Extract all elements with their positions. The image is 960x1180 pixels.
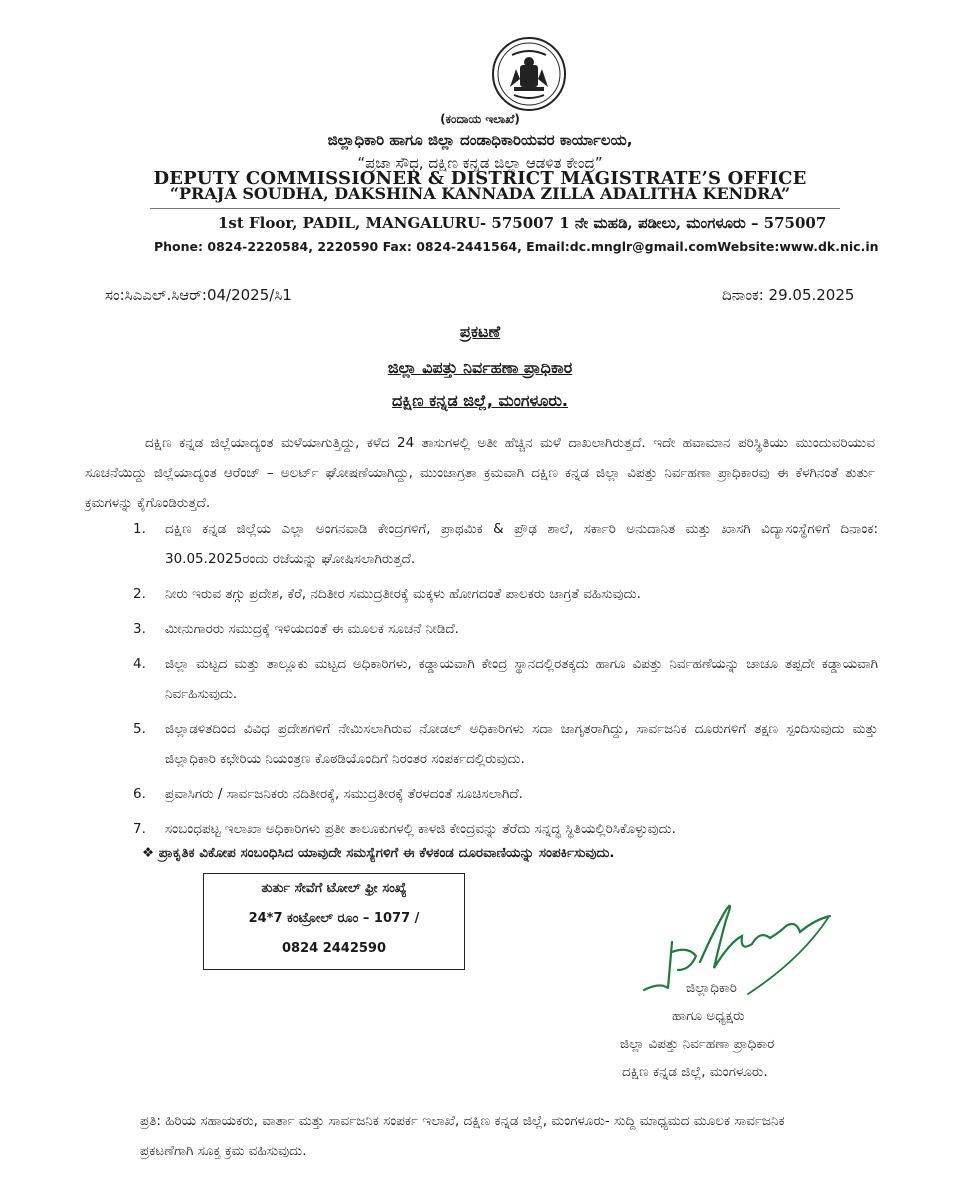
item-number: 5.: [133, 721, 146, 737]
copy-to-paragraph: ಪ್ರತಿ: ಹಿರಿಯ ಸಹಾಯಕರು, ವಾರ್ತಾ ಮತ್ತು ಸಾರ್ವಜನಿಕ ಸಂಪರ್ಕ ಇಲಾಖೆ, ದಕ್ಷಿಣ ಕನ್ನಡ ಜಿಲ್ಲೆ, ಮಂಗಳೂರು- ಸುದ್ದಿ ಮಾಧ್ಯಮದ ಮೂಲಕ ಸಾರ್ವಜನಿಕ ಪ್ರಕಟಣೆಗಾಗಿ ಸೂಕ್ತ ಕ್ರಮ ವಹಿಸುವುದು.: [140, 1113, 785, 1159]
helpline-title: ತುರ್ತು ಸೇವೆಗೆ ಟೋಲ್ ಫ್ರೀ ಸಂಖ್ಯೆ: [261, 881, 407, 896]
item-text: ಮೀನುಗಾರರು ಸಮುದ್ರಕ್ಕೆ ಇಳಿಯದಂತೆ ಈ ಮೂಲಕ ಸೂಚನೆ ನೀಡಿದೆ.: [165, 621, 459, 637]
district-heading: ದಕ್ಷಿಣ ಕನ್ನಡ ಜಿಲ್ಲೆ, ಮಂಗಳೂರು.: [391, 391, 569, 410]
contact-details: Phone: 0824-2220584, 2220590 Fax: 0824-2441564, Email:dc.mnglr@gmail.comWebsite:www.dk.nic.in: [154, 239, 879, 254]
office-name-english: DEPUTY COMMISSIONER & DISTRICT MAGISTRATE’S OFFICE: [153, 168, 807, 189]
item-text: ದಕ್ಷಿಣ ಕನ್ನಡ ಜಿಲ್ಲೆಯ ಎಲ್ಲಾ ಅಂಗನವಾಡಿ ಕೇಂದ್ರಗಳಿಗೆ, ಪ್ರಾಥಮಿಕ & ಪ್ರೌಢ ಶಾಲೆ, ಸರ್ಕಾರಿ ಅನುದಾನಿತ ಮತ್ತು ಖಾಸಗಿ ವಿದ್ಯಾಸಂಸ್ಥೆಗಳಿಗೆ ದಿನಾಂಕ: 30.05.2025ರಂದು ರಜೆಯನ್ನು ಘೋಷಿಸಲಾಗಿರುತ್ತದೆ.: [165, 521, 878, 567]
intro-paragraph: ದಕ್ಷಿಣ ಕನ್ನಡ ಜಿಲ್ಲೆಯಾದ್ಯಂತ ಮಳೆಯಾಗುತ್ತಿದ್ದು, ಕಳೆದ 24 ತಾಸುಗಳಲ್ಲಿ ಅತೀ ಹೆಚ್ಚಿನ ಮಳೆ ದಾಖಲಾಗಿರುತ್ತದೆ. ಇದೇ ಹವಾಮಾನ ಪರಿಸ್ಥಿತಿಯು ಮುಂದುವರಿಯುವ ಸೂಚನೆಯಿದ್ದು ಜಿಲ್ಲೆಯಾದ್ಯಂತ ಆರೆಂಜ್ – ಅಲರ್ಟ್ ಘೋಷಣೆಯಾಗಿದ್ದು, ಮುಂಜಾಗ್ರತಾ ಕ್ರಮವಾಗಿ ದಕ್ಷಿಣ ಕನ್ನಡ ಜಿಲ್ಲಾ ವಿಪತ್ತು ನಿರ್ವಹಣಾ ಪ್ರಾಧಿಕಾರವು ಈ ಕೆಳಗಿನಂತೆ ತುರ್ತು ಕ್ರಮಗಳನ್ನು ಕೈಗೊಂಡಿರುತ್ತದೆ.: [85, 435, 875, 511]
item-text: ಪ್ರವಾಸಿಗರು / ಸಾರ್ವಜನಿಕರು ನದಿತೀರಕ್ಕೆ, ಸಮುದ್ರತೀರಕ್ಕೆ ತೆರಳದಂತೆ ಸೂಚಿಸಲಾಗಿದೆ.: [165, 786, 523, 802]
list-item: [133, 614, 878, 644]
signatory-role: ಹಾಗೂ ಅಧ್ಯಕ್ಷರು: [672, 1008, 745, 1024]
office-location-english: “PRAJA SOUDHA, DAKSHINA KANNADA ZILLA ADALITHA KENDRA”: [169, 184, 791, 203]
item-text: ಜಿಲ್ಲಾ ಮಟ್ಟದ ಮತ್ತು ತಾಲ್ಲೂಕು ಮಟ್ಟದ ಅಧಿಕಾರಿಗಳು, ಕಡ್ಡಾಯವಾಗಿ ಕೇಂದ್ರ ಸ್ಥಾನದಲ್ಲಿರತಕ್ಕದು ಹಾಗೂ ವಿಪತ್ತು ನಿರ್ವಹಣೆಯನ್ನು ಚಾಚೂ ತಪ್ಪದೇ ಕಡ್ಡಾಯವಾಗಿ ನಿರ್ವಹಿಸುವುದು.: [165, 656, 878, 702]
item-text: ಜಿಲ್ಲಾಡಳಿತದಿಂದ ವಿವಿಧ ಪ್ರದೇಶಗಳಿಗೆ ನೇಮಿಸಲಾಗಿರುವ ನೋಡಲ್ ಅಧಿಕಾರಿಗಳು ಸದಾ ಜಾಗೃತರಾಗಿದ್ದು, ಸಾರ್ವಜನಿಕ ದೂರುಗಳಿಗೆ ತಕ್ಷಣ ಸ್ಪಂದಿಸುವುದು ಮತ್ತು ಜಿಲ್ಲಾಧಿಕಾರಿ ಕಛೇರಿಯ ನಿಯಂತ್ರಣ ಕೊಠಡಿಯೊಂದಿಗೆ ನಿರಂತರ ಸಂಪರ್ಕದಲ್ಲಿರುವುದು.: [165, 721, 878, 767]
item-number: 7.: [133, 821, 146, 837]
control-room-number: 24*7 ಕಂಟ್ರೋಲ್ ರೂಂ – 1077 /: [248, 911, 420, 926]
item-text: ನೀರು ಇರುವ ತಗ್ಗು ಪ್ರದೇಶ, ಕೆರೆ, ನದಿತೀರ ಸಮುದ್ರತೀರಕ್ಕೆ ಮಕ್ಕಳು ಹೋಗದಂತೆ ಪಾಲಕರು ಜಾಗ್ರತೆ ವಹಿಸುವುದು.: [165, 586, 641, 602]
item-number: 3.: [133, 621, 146, 637]
item-number: 2.: [133, 586, 146, 602]
reference-number: ಸಂ:ಸಿಎಎಲ್.ಸಿಆರ್:04/2025/ಸಿ1: [105, 286, 292, 304]
measures-list: [133, 514, 878, 849]
signatory-title: ಜಿಲ್ಲಾಧಿಕಾರಿ: [686, 980, 737, 996]
list-item: [133, 714, 878, 774]
item-text: ಸಂಬಂಧಪಟ್ಟ ಇಲಾಖಾ ಅಧಿಕಾರಿಗಳು ಪ್ರತೀ ತಾಲೂಕುಗಳಲ್ಲಿ ಕಾಳಜಿ ಕೇಂದ್ರವನ್ನು ತೆರೆದು ಸನ್ನದ್ಧ ಸ್ಥಿತಿಯಲ್ಲಿರಿಸಿಕೊಳ್ಳುವುದು.: [165, 821, 676, 837]
item-number: 1.: [133, 521, 146, 537]
control-room-phone: 0824 2442590: [281, 941, 387, 956]
authority-heading: ಜಿಲ್ಲಾ ವಿಪತ್ತು ನಿರ್ವಹಣಾ ಪ್ರಾಧಿಕಾರ: [387, 358, 573, 377]
list-item: [133, 814, 878, 844]
item-number: 4.: [133, 656, 146, 672]
list-item: [133, 779, 878, 809]
list-item: [133, 579, 878, 609]
office-address: 1st Floor, PADIL, MANGALURU- 575007 1 ನೇ ಮಹಡಿ, ಪಡೀಲು, ಮಂಗಳೂರು – 575007: [218, 214, 827, 232]
office-location-kannada: “ಪ್ರಜಾ ಸೌಧ, ದಕ್ಷಿಣ ಕನ್ನಡ ಜಿಲ್ಲಾ ಆಡಳಿತ ಕೇಂದ್ರ”: [357, 154, 603, 172]
list-item: [133, 514, 878, 574]
list-item: [133, 649, 878, 709]
header-divider: [150, 208, 840, 209]
office-name-kannada: ಜಿಲ್ಲಾಧಿಕಾರಿ ಹಾಗೂ ಜಿಲ್ಲಾ ದಂಡಾಧಿಕಾರಿಯವರ ಕಾರ್ಯಾಲಯ,: [327, 131, 633, 149]
helpline-box: [203, 873, 465, 970]
department-label: (ಕಂದಾಯ ಇಲಾಖೆ): [440, 112, 520, 126]
item-number: 6.: [133, 786, 146, 802]
signatory-authority: ಜಿಲ್ಲಾ ವಿಪತ್ತು ನಿರ್ವಹಣಾ ಪ್ರಾಧಿಕಾರ: [620, 1036, 775, 1052]
notice-title: ಪ್ರಕಟಣೆ: [459, 322, 501, 341]
helpline-note: ❖ ಪ್ರಾಕೃತಿಕ ವಿಕೋಪ ಸಂಬಂಧಿಸಿದ ಯಾವುದೇ ಸಮಸ್ಯೆಗಳಿಗೆ ಈ ಕೆಳಕಂಡ ದೂರವಾಣಿಯನ್ನು ಸಂಪರ್ಕಿಸುವುದು.: [142, 845, 615, 861]
issue-date: ದಿನಾಂಕ: 29.05.2025: [722, 286, 855, 304]
state-emblem-icon: [490, 35, 568, 113]
signatory-district: ದಕ್ಷಿಣ ಕನ್ನಡ ಜಿಲ್ಲೆ, ಮಂಗಳೂರು.: [622, 1064, 768, 1080]
